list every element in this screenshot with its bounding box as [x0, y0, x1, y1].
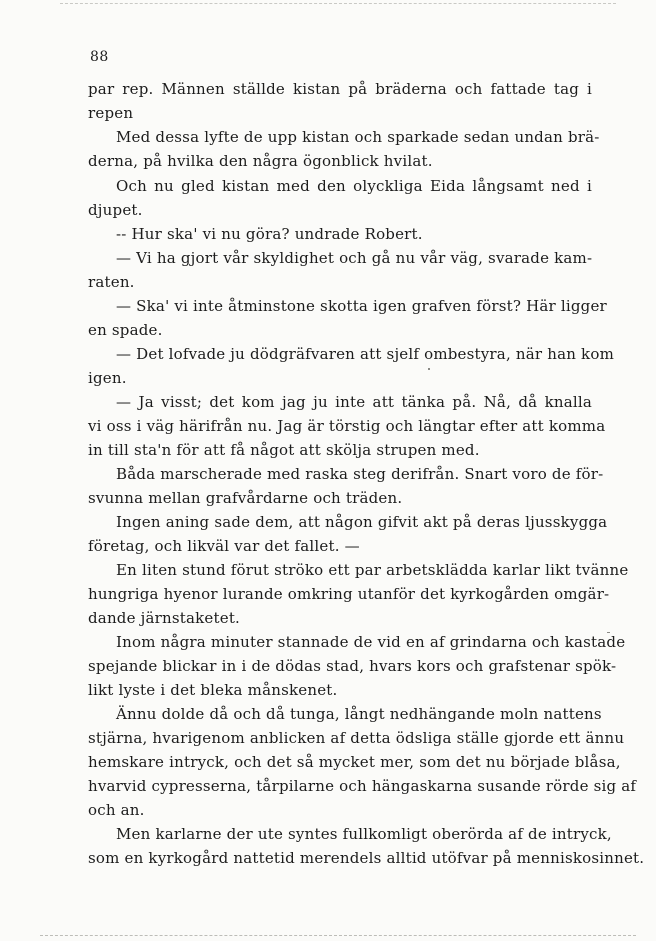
- text-line: in till sta'n för att få något att skölja strupen med.: [88, 441, 480, 459]
- text-line: hungriga hyenor lurande omkring utanför det kyrkogården omgär-: [88, 585, 610, 603]
- text-line: -- Hur ska' vi nu göra? undrade Robert.: [116, 225, 423, 243]
- text-line: hvarvid cypresserna, tårpilarne och hängaskarna susande rörde sig af: [88, 777, 637, 795]
- text-line: par rep. Männen ställde kistan på bräderna och fattade tag i: [88, 80, 592, 98]
- text-line: hemskare intryck, och det så mycket mer, som det nu började blåsa,: [88, 753, 621, 771]
- text-line: repen: [88, 104, 134, 122]
- text-line: vi oss i väg härifrån nu. Jag är törstig och längtar efter att komma: [88, 417, 606, 435]
- page-number: 88: [90, 49, 109, 65]
- text-line: derna, på hvilka den några ögonblick hvilat.: [88, 152, 433, 170]
- page-bottom-edge: [40, 935, 636, 936]
- text-line: likt lyste i det bleka månskenet.: [88, 681, 338, 699]
- page-top-edge: [60, 3, 616, 4]
- text-line: — Vi ha gjort vår skyldighet och gå nu vår väg, svarade kam-: [116, 249, 593, 267]
- text-line: En liten stund förut ströko ett par arbetsklädda karlar likt tvänne: [116, 561, 629, 579]
- text-line: raten.: [88, 273, 135, 291]
- text-line: — Det lofvade ju dödgräfvaren att sjelf ombestyra, när han kom: [116, 345, 614, 363]
- text-line: spejande blickar in i de dödas stad, hvars kors och grafstenar spök-: [88, 657, 617, 675]
- text-line: stjärna, hvarigenom anblicken af detta ödsliga ställe gjorde ett ännu: [88, 729, 625, 747]
- text-line: Och nu gled kistan med den olyckliga Eida långsamt ned i: [116, 177, 592, 195]
- text-line: och an.: [88, 801, 145, 819]
- text-line: företag, och likväl var det fallet. —: [88, 537, 360, 555]
- text-line: — Ska' vi inte åtminstone skotta igen grafven först? Här ligger: [116, 297, 607, 315]
- text-line: Men karlarne der ute syntes fullkomligt oberörda af de intryck,: [116, 825, 612, 843]
- text-line: som en kyrkogård nattetid merendels alltid utöfvar på menniskosinnet.: [88, 849, 645, 867]
- text-line: Ingen aning sade dem, att någon gifvit akt på deras ljusskygga: [116, 513, 608, 531]
- margin-speck: [607, 632, 610, 633]
- text-line: Båda marscherade med raska steg derifrån. Snart voro de för-: [116, 465, 604, 483]
- text-line: Ännu dolde då och då tunga, långt nedhängande moln nattens: [116, 705, 602, 723]
- text-line: igen.: [88, 369, 127, 387]
- text-line: en spade.: [88, 321, 163, 339]
- text-line: dande järnstaketet.: [88, 609, 241, 627]
- text-line: djupet.: [88, 201, 143, 219]
- ink-speck: [428, 368, 430, 370]
- text-line: Med dessa lyfte de upp kistan och sparkade sedan undan brä-: [116, 128, 600, 146]
- text-line: svunna mellan grafvårdarne och träden.: [88, 489, 403, 507]
- text-line: — Ja visst; det kom jag ju inte att tänka på. Nå, då knalla: [116, 393, 592, 411]
- text-line: Inom några minuter stannade de vid en af grindarna och kastade: [116, 633, 626, 651]
